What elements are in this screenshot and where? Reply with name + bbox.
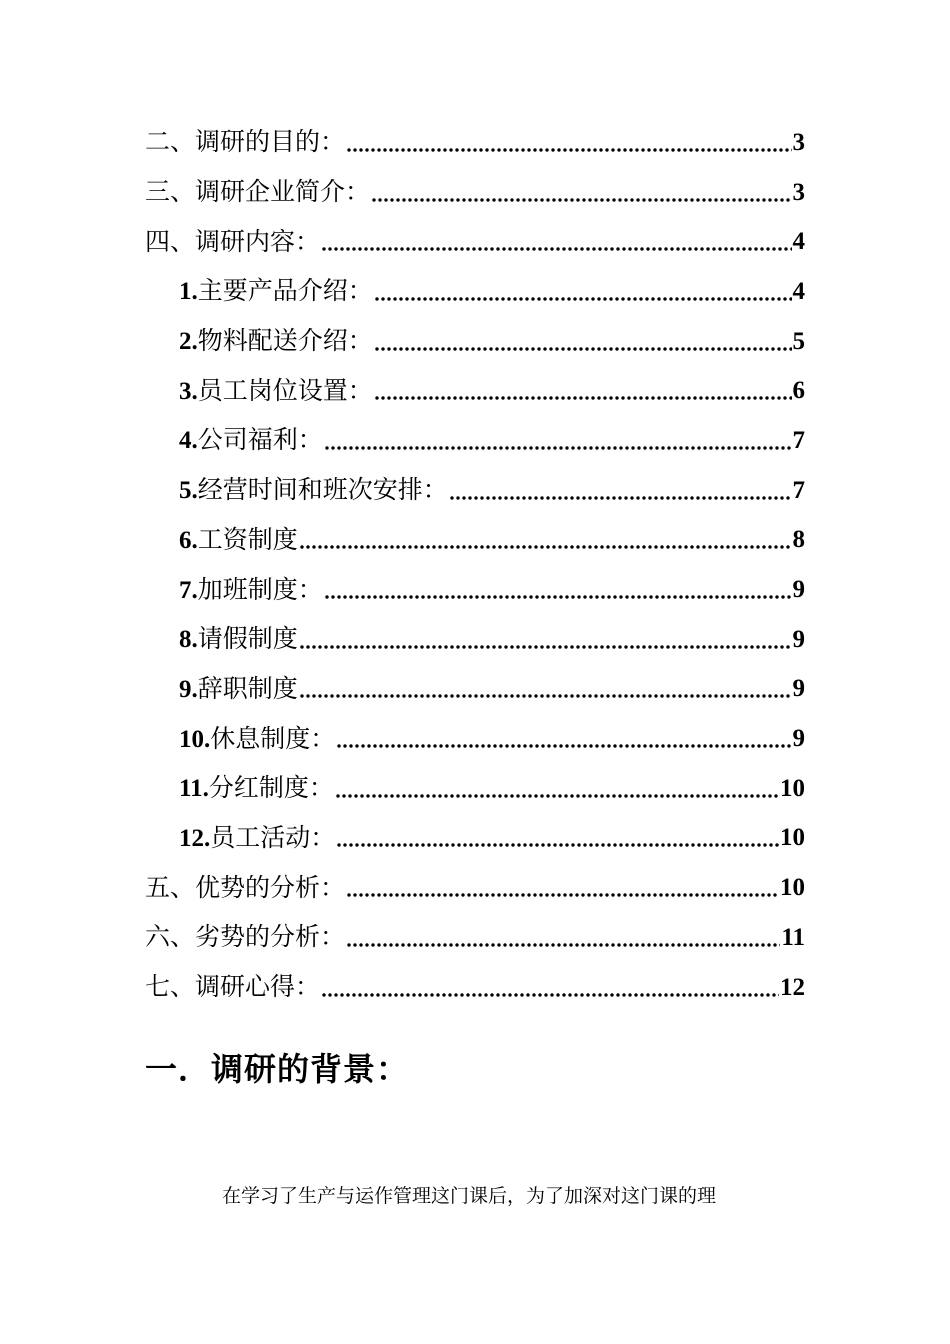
toc-entry-label: [179, 376, 373, 407]
toc-entry-title: 加班制度：: [197, 574, 323, 604]
toc-entry-number: 5.: [179, 477, 198, 505]
toc-entry-label: [179, 624, 298, 655]
toc-dot-leader: [374, 376, 792, 406]
toc-dot-leader: [324, 575, 792, 605]
toc-page-number: 8: [792, 526, 805, 554]
toc-entry-label: [145, 873, 345, 904]
toc-entry-title: 三、调研企业简介：: [145, 177, 371, 207]
toc-dot-leader: [324, 426, 792, 456]
toc-entry-number: 12.: [179, 824, 211, 852]
toc-entry-label: [145, 127, 345, 158]
body-paragraph: 在学习了生产与运作管理这门课后，为了加深对这门课的理: [222, 1185, 717, 1207]
toc-page-number: 7: [792, 476, 805, 504]
toc-dot-leader: [336, 724, 791, 754]
toc-entry-title: 公司福利：: [197, 425, 323, 455]
toc-entry[interactable]: [0, 863, 950, 913]
toc-page-number: 9: [792, 675, 805, 703]
toc-dot-leader: [336, 823, 779, 853]
toc-dot-leader: [346, 923, 780, 953]
toc-dot-leader: [374, 277, 792, 307]
toc-entry-label: [179, 724, 335, 755]
toc-entry-title: 员工活动：: [210, 822, 336, 852]
toc-entry-title: 员工岗位设置：: [197, 375, 373, 405]
toc-entry-title: 二、调研的目的：: [145, 127, 346, 157]
toc-entry-number: 6.: [179, 526, 198, 554]
toc-entry-title: 工资制度: [197, 524, 298, 554]
section-heading: 一．调研的背景：: [145, 1050, 410, 1088]
toc-entry-label: [179, 823, 335, 854]
toc-entry-label: [179, 425, 323, 456]
toc-dot-leader: [321, 227, 791, 257]
toc-entry-label: [145, 227, 320, 258]
toc-dot-leader: [299, 525, 792, 555]
toc-entry-label: [179, 276, 373, 307]
toc-dot-leader: [321, 973, 779, 1003]
toc-entry[interactable]: [0, 764, 950, 814]
toc-entry[interactable]: [0, 665, 950, 715]
toc-entry[interactable]: [0, 416, 950, 466]
toc-page-number: 5: [792, 327, 805, 355]
toc-entry[interactable]: [0, 913, 950, 963]
toc-entry-title: 物料配送介绍：: [197, 326, 373, 356]
toc-entry[interactable]: [0, 118, 950, 168]
toc-entry[interactable]: [0, 217, 950, 267]
toc-entry-title: 五、优势的分析：: [145, 872, 346, 902]
toc-entry-label: [179, 475, 448, 506]
toc-entry-title: 四、调研内容：: [145, 226, 321, 256]
toc-entry-label: [145, 972, 320, 1003]
toc-dot-leader: [346, 128, 791, 158]
toc-page-number: 12: [780, 973, 805, 1001]
toc-entry[interactable]: [0, 516, 950, 566]
toc-entry-title: 辞职制度: [197, 673, 298, 703]
toc-entry-number: 1.: [179, 278, 198, 306]
toc-dot-leader: [449, 476, 792, 506]
toc-page-number: 4: [792, 277, 805, 305]
toc-page-number: 3: [792, 178, 805, 206]
toc-entry-label: [145, 177, 370, 208]
toc-entry-title: 分红制度：: [208, 773, 334, 803]
toc-entry-number: 10.: [179, 725, 211, 753]
toc-dot-leader: [335, 774, 779, 804]
toc-entry[interactable]: [0, 814, 950, 864]
toc-dot-leader: [346, 873, 779, 903]
toc-entry-title: 六、劣势的分析：: [145, 922, 346, 952]
toc-entry-label: [179, 773, 334, 804]
toc-page-number: 11: [781, 923, 805, 951]
toc-entry-number: 7.: [179, 576, 198, 604]
toc-entry-label: [145, 922, 345, 953]
toc-entry-label: [179, 326, 373, 357]
toc-entry[interactable]: [0, 963, 950, 1013]
toc-page-number: 9: [792, 725, 805, 753]
toc-entry-label: [179, 575, 323, 606]
toc-entry[interactable]: [0, 714, 950, 764]
toc-page-number: 6: [792, 377, 805, 405]
toc-dot-leader: [374, 327, 792, 357]
toc-page-number: 9: [792, 576, 805, 604]
toc-entry-number: 3.: [179, 377, 198, 405]
toc-entry-number: 8.: [179, 626, 198, 654]
toc-entry-title: 休息制度：: [210, 723, 336, 753]
toc-entry-label: [179, 674, 298, 705]
toc-dot-leader: [299, 625, 792, 655]
toc-entry-title: 经营时间和班次安排：: [197, 475, 448, 505]
toc-entry-number: 11.: [179, 775, 209, 803]
toc-entry-label: [179, 525, 298, 556]
table-of-contents: [0, 118, 950, 1012]
toc-entry[interactable]: [0, 366, 950, 416]
toc-entry-number: 9.: [179, 675, 198, 703]
toc-entry[interactable]: [0, 565, 950, 615]
toc-entry-title: 七、调研心得：: [145, 972, 321, 1002]
toc-page-number: 7: [792, 426, 805, 454]
toc-entry[interactable]: [0, 615, 950, 665]
toc-page-number: 9: [792, 625, 805, 653]
toc-entry[interactable]: [0, 317, 950, 367]
toc-entry[interactable]: [0, 267, 950, 317]
toc-dot-leader: [299, 674, 792, 704]
toc-dot-leader: [371, 178, 791, 208]
toc-entry[interactable]: [0, 466, 950, 516]
toc-page-number: 4: [792, 228, 805, 256]
toc-entry-title: 主要产品介绍：: [197, 276, 373, 306]
toc-entry-number: 2.: [179, 328, 198, 356]
toc-page-number: 10: [780, 824, 805, 852]
toc-entry-number: 4.: [179, 427, 198, 455]
toc-entry-title: 请假制度: [197, 624, 298, 654]
toc-entry[interactable]: [0, 168, 950, 218]
toc-page-number: 10: [780, 774, 805, 802]
toc-page-number: 3: [792, 128, 805, 156]
toc-page-number: 10: [780, 874, 805, 902]
